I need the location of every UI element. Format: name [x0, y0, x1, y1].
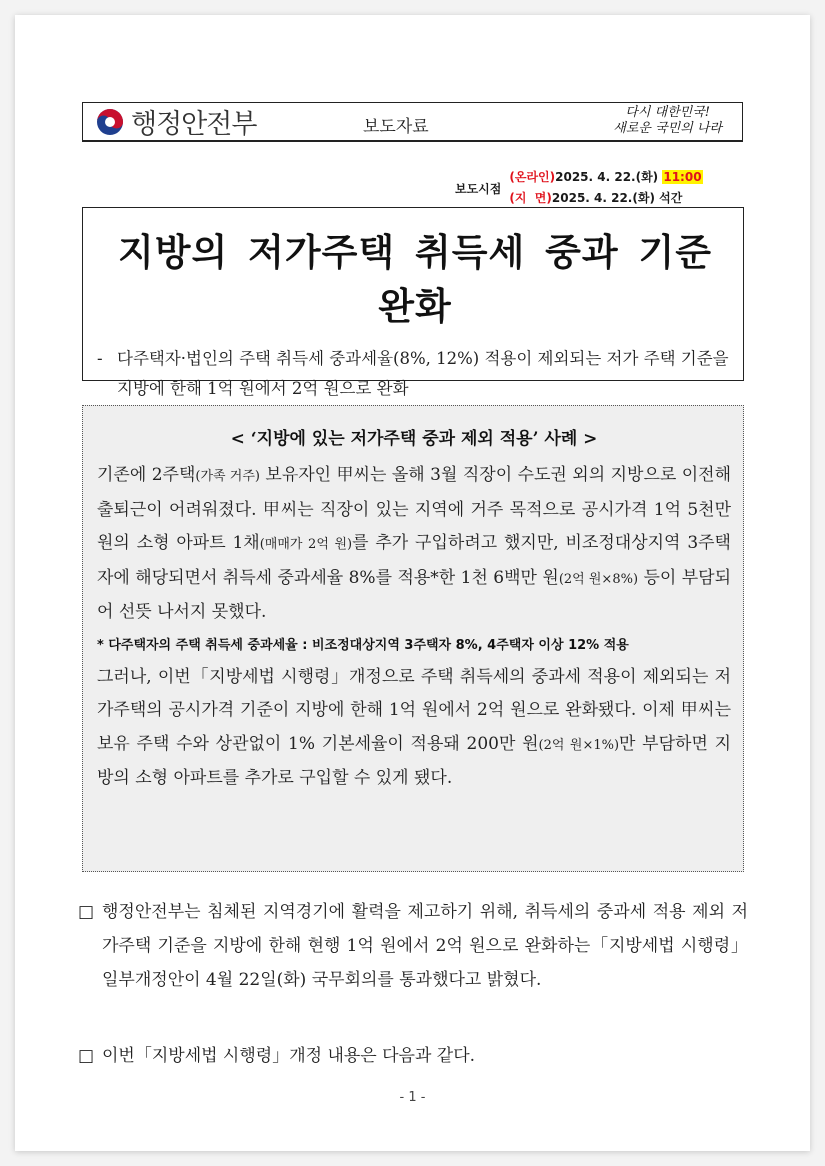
text: 보유자인 甲씨는 올해 3월 직장이 수도권 외의 지방으로 이전해 출퇴근이 어려워졌다. 甲씨는 직장이 있는 지역에 거주 목적으로 공시가격 1억 5천만 원의 소형 아파트 1채: [97, 465, 731, 553]
text: 기존에 2주택: [97, 465, 196, 485]
small-text: (매매가 2억 원): [259, 537, 353, 552]
release-label: 보도시점: [455, 181, 502, 196]
online-time: 11:00: [663, 170, 702, 184]
slogan-line-2: 새로운 국민의 나라: [613, 121, 722, 136]
small-text: (2억 원×8%): [558, 571, 639, 587]
small-text: (가족 거주): [195, 469, 260, 484]
title-box: [82, 207, 744, 398]
online-date: 2025. 4. 22.(화): [555, 170, 663, 184]
ministry-logo: [83, 102, 335, 141]
slogan-line-1: 다시 대한민국!: [625, 105, 710, 120]
small-text: (2억 원×1%): [538, 737, 620, 753]
case-paragraph-1: [97, 459, 731, 630]
checkbox-bullet-icon: □: [78, 902, 95, 922]
dash-marker: -: [97, 349, 103, 368]
page-number: - 1 -: [399, 1090, 426, 1105]
slogan: [613, 105, 722, 137]
release-time: [455, 167, 703, 209]
case-title: < ‘지방에 있는 저가주택 중과 제외 적용’ 사례 >: [230, 429, 598, 449]
body-paragraph: [78, 895, 748, 997]
release-print-row: [509, 188, 702, 209]
footnote: * 다주택자의 주택 취득세 중과세율 : 비조정대상지역 3주택자 8%, 4주택자 이상 12% 적용: [97, 637, 629, 653]
case-example-box: [82, 405, 744, 872]
ministry-name: 행정안전부: [131, 109, 257, 140]
print-label: (지 면): [509, 191, 552, 205]
body-paragraph: [78, 1039, 748, 1073]
summary-item: [97, 344, 733, 404]
print-date: 2025. 4. 22.(화) 석간: [551, 191, 683, 205]
taegeuk-emblem-icon: [95, 107, 125, 137]
online-label: (온라인): [509, 170, 556, 184]
doc-type-label: 보도자료: [363, 117, 429, 137]
release-online-row: [509, 167, 702, 188]
header-banner: [82, 102, 743, 142]
document-page: [15, 15, 810, 1151]
checkbox-bullet-icon: □: [78, 1046, 95, 1066]
body-text: 이번「지방세법 시행령」개정 내용은 다음과 같다.: [102, 1046, 476, 1066]
text: 를 추가 구입하려고 했지만, 비조정대상지역 3주택자에 해당되면서 취득세 중과세율 8%를 적용*한 1천 6백만 원: [97, 533, 731, 588]
text: 그러나, 이번「지방세법 시행령」개정으로 주택 취득세의 중과세 적용이 제외되는 저가주택의 공시가격 기준이 지방에 한해 1억 원에서 2억 원으로 완화됐다. 이제 甲씨는 보유 주택 수와 상관없이 1% 기본세율이 적용돼 200만 원: [97, 666, 731, 754]
case-paragraph-2: [97, 661, 731, 796]
body-text: 행정안전부는 침체된 지역경기에 활력을 제고하기 위해, 취득세의 중과세 적용 제외 저가주택 기준을 지방에 한해 현행 1억 원에서 2억 원으로 완화하는「지방세법 시행령」일부개정안이 4월 22일(화) 국무회의를 통과했다고 밝혔다.: [102, 902, 748, 990]
text: 등이 부담되어 선뜻 나서지 못했다.: [97, 567, 731, 622]
page-title: 지방의 저가주택 취득세 중과 기준 완화: [118, 231, 712, 328]
summary-text: 다주택자·법인의 주택 취득세 중과세율(8%, 12%) 적용이 제외되는 저가 주택 기준을 지방에 한해 1억 원에서 2억 원으로 완화: [117, 349, 729, 398]
text: 만 부담하면 지방의 소형 아파트를 추가로 구입할 수 있게 됐다.: [97, 733, 732, 788]
